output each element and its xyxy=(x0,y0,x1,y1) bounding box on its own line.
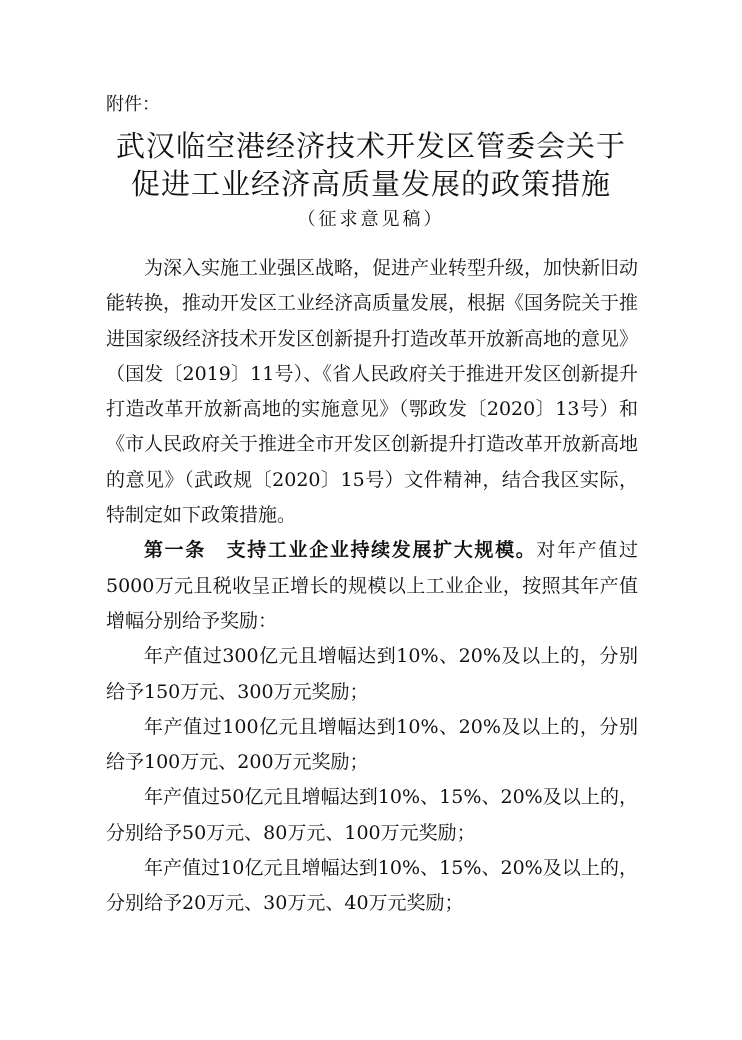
award-item-3: 年产值过50亿元且增幅达到10%、15%、20%及以上的，分别给予50万元、80万元、100万元奖励； xyxy=(106,786,638,844)
award-item-4: 年产值过10亿元且增幅达到10%、15%、20%及以上的，分别给予20万元、30万元、40万元奖励； xyxy=(106,857,638,915)
article-1-heading: 第一条 支持工业企业持续发展扩大规模。 xyxy=(144,539,537,562)
document-body xyxy=(106,251,638,922)
article-1-text: 对年产值过5000万元且税收呈正增长的规模以上工业企业，按照其年产值增幅分别给予奖励： xyxy=(106,539,638,632)
award-item-1: 年产值过300亿元且增幅达到10%、20%及以上的，分别给予150万元、300万元奖励； xyxy=(106,645,638,703)
award-item-2: 年产值过100亿元且增幅达到10%、20%及以上的，分别给予100万元、200万元奖励； xyxy=(106,715,638,774)
article-1-paragraph xyxy=(106,533,638,639)
document-subtitle: （征求意见稿） xyxy=(297,209,445,230)
document-title-line-1: 武汉临空港经济技术开发区管委会关于 xyxy=(115,129,626,163)
attachment-label: 附件： xyxy=(106,94,160,115)
intro-paragraph: 为深入实施工业强区战略，促进产业转型升级，加快新旧动能转换，推动开发区工业经济高质量发展，根据《国务院关于推进国家级经济技术开发区创新提升打造改革开放新高地的意见》（国发〔2019〕11号）、《省人民政府关于推进开发区创新提升打造改革开放新高地的实施意见》（鄂政发〔2020〕13号）和《市人民政府关于推进全市开发区创新提升打造改革开放新高地的意见》（武政规〔2020〕15号）文件精神，结合我区实际，特制定如下政策措施。 xyxy=(106,257,639,527)
document-title-line-2: 促进工业经济高质量发展的政策措施 xyxy=(130,167,611,201)
